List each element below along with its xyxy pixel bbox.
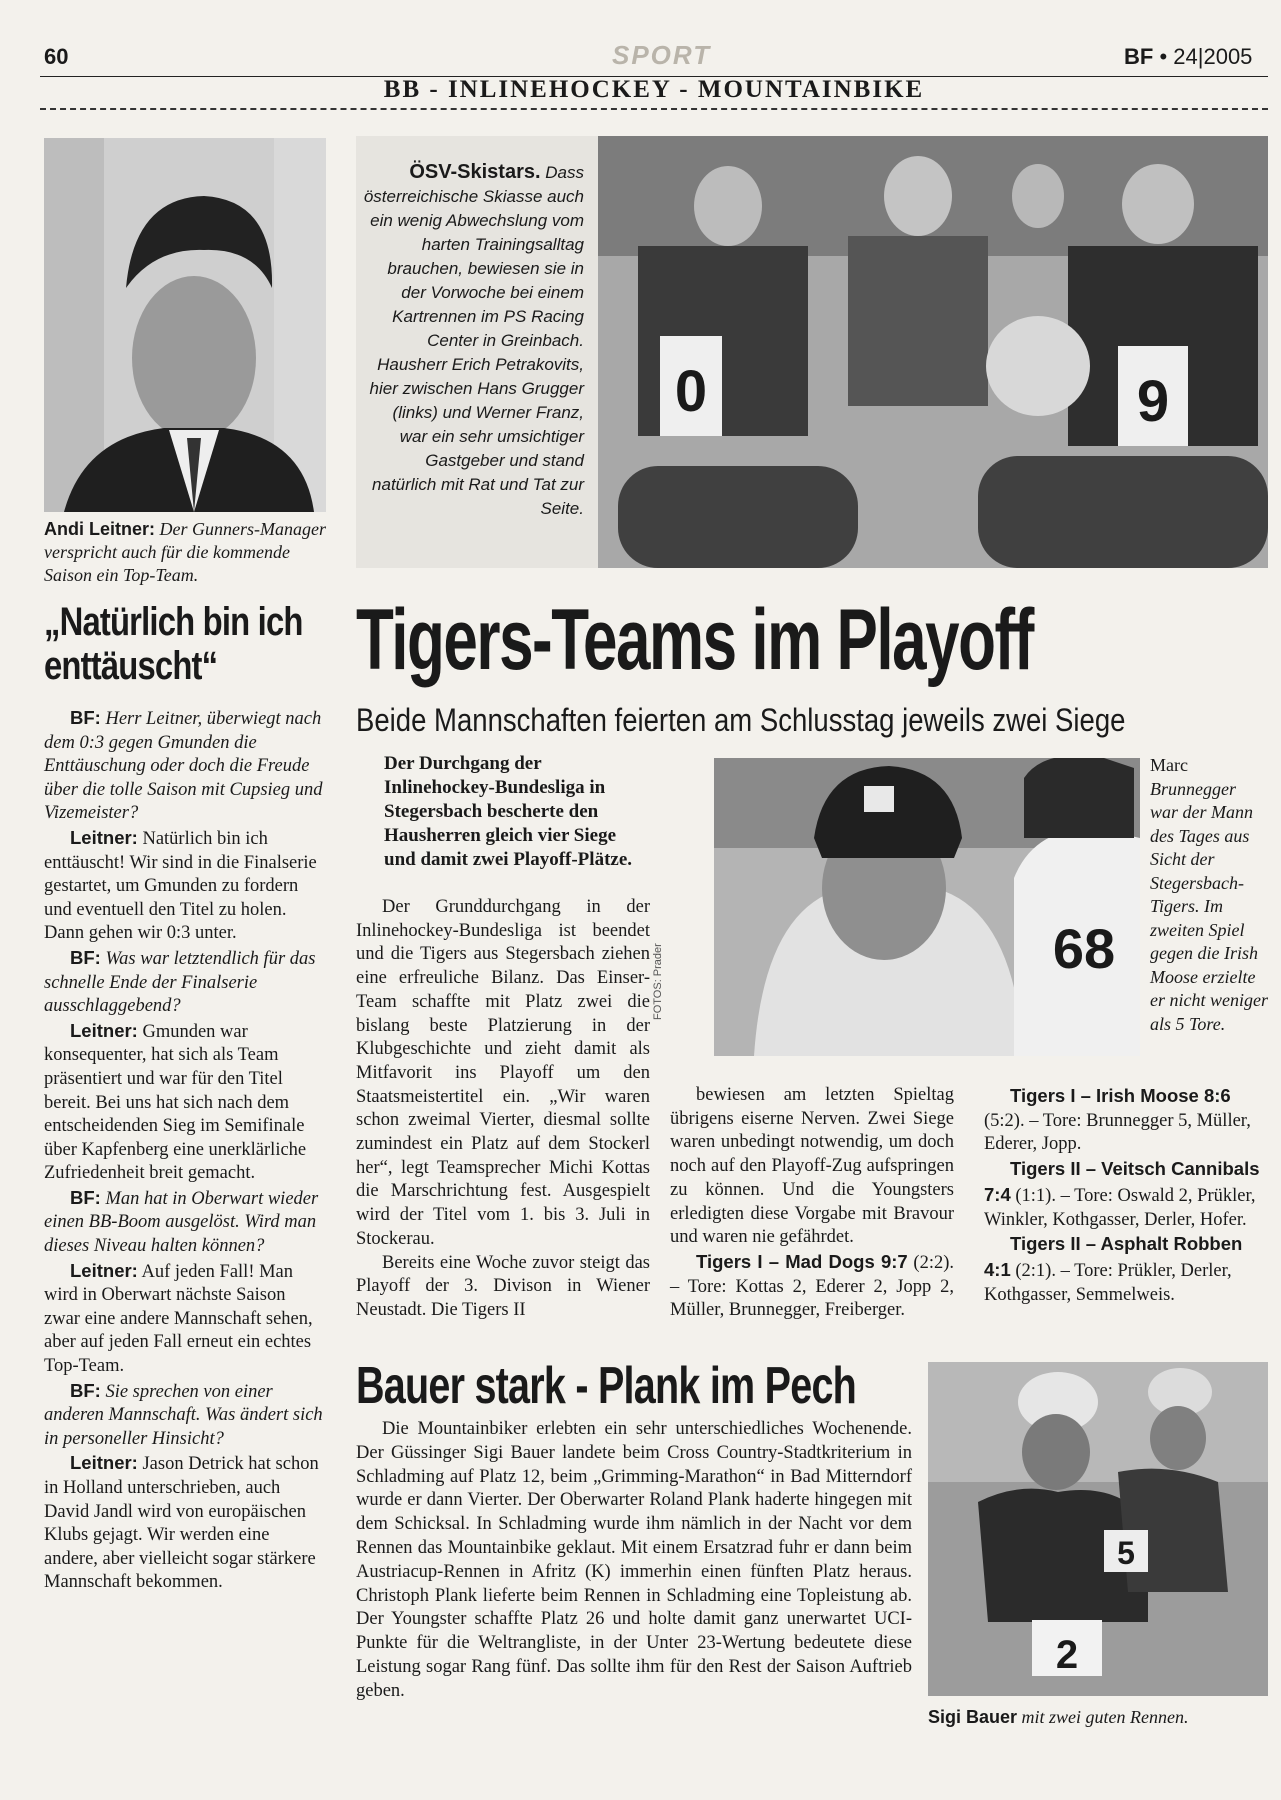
interview-headline: „Natürlich bin ich enttäuscht“ — [44, 600, 303, 688]
interview-speaker: BF: — [70, 946, 101, 968]
interview-answer — [44, 1259, 326, 1379]
dashed-divider — [40, 108, 1268, 110]
bauer-story-body — [356, 1418, 912, 1704]
issue-number: 24|2005 — [1173, 44, 1253, 69]
column-2-paragraph: bewiesen am letzten Spieltag übrigens eiserne Nerven. Zwei Siege waren unbedingt notwendig, um doch noch auf den Playoff-Zug aufspringen zu können. Und die Youngsters erledigten diese Vorgabe mit Bravour und waren nie gefährdet. — [670, 1085, 954, 1248]
race-plate-5: 5 — [1117, 1535, 1135, 1571]
leitner-caption-name: Andi Leitner: — [44, 519, 155, 539]
interview-question — [44, 706, 326, 826]
interview-answer — [44, 826, 326, 946]
main-subheadline: Beide Mannschaften feierten am Schlusstag jeweils zwei Siege — [356, 702, 1126, 738]
masthead — [1124, 44, 1252, 70]
leitner-photo-caption — [44, 518, 326, 587]
main-story-column-2 — [670, 1084, 954, 1323]
oesv-caption-title: ÖSV-Skistars. — [409, 161, 541, 183]
interview-question — [44, 1379, 326, 1452]
column-1-paragraph-2: Bereits eine Woche zuvor steigt das Playoff der 3. Divison in Wiener Neustadt. Die Tigers II — [356, 1252, 650, 1320]
interview-speaker: BF: — [70, 707, 101, 728]
result-details: (2:1). – Tore: Prükler, Derler, Kothgasser, Semmelweis. — [984, 1260, 1232, 1305]
main-story-column-3 — [984, 1084, 1268, 1307]
interview-speaker: Leitner: — [70, 1452, 138, 1474]
interview-answer — [44, 1451, 326, 1595]
kart-number-0: 0 — [674, 359, 708, 424]
mountainbike-photo — [928, 1362, 1268, 1696]
result-details: (1:1). – Tore: Oswald 2, Prükler, Winkler, Kothgasser, Derler, Hofer. — [984, 1185, 1256, 1230]
bauer-headline: Bauer stark - Plank im Pech — [356, 1357, 857, 1415]
leitner-portrait-photo — [44, 138, 326, 512]
result-teams: Tigers I – Irish Moose 8:6 — [1010, 1085, 1231, 1106]
marc-caption-text: Brunnegger war der Mann des Tages aus Sicht der Stegersbach-Tigers. Im zweiten Spiel gegen die Irish Moose erzielte er nicht weniger als 5 Tore. — [1150, 778, 1268, 1034]
main-story-column-1 — [356, 896, 650, 1323]
section-name: SPORT — [612, 40, 712, 70]
result-item — [984, 1157, 1268, 1232]
interview-speaker: BF: — [70, 1379, 101, 1401]
oesv-caption-text: Dass österreichische Skiasse auch ein wenig Abwechslung vom harten Trainingsalltag brauchen, bewiesen sie in der Vorwoche bei einem Kartrennen im PS Racing Center in Greinbach. Hausherr Erich Petrakovits, hier zwischen Hans Grugger (links) und Werner Franz, war ein sehr umsichtiger Gastgeber und stand natürlich mit Rat und Tat zur Seite. — [363, 163, 584, 518]
bauer-caption-name: Sigi Bauer — [928, 1707, 1018, 1727]
page-number: 60 — [44, 44, 69, 69]
main-headline: Tigers-Teams im Playoff — [356, 592, 1033, 688]
result-teams: Tigers I – Mad Dogs 9:7 — [696, 1250, 908, 1272]
interview-body — [44, 706, 326, 1595]
column-1-paragraph-1: Der Grunddurchgang in der Inlinehockey-Bundesliga ist beendet und die Tigers aus Stegersbach ziehen eine erfreuliche Bilanz. Das Einser-Team schaffte mit Platz zwei die bislang beste Platzierung in der Klubgeschichte und zieht damit als Mitfavorit ins Playoff um den Staatsmeistertitel ein. „Wir waren schon zweimal Vierter, diesmal sollte zumindest ein Platz auf dem Stockerl her“, legt Teamsprecher Michi Kottas die Marschrichtung fest. Ausgespielt wird der Titel vom 1. bis 3. Juli in Stockerau. — [356, 897, 650, 1249]
photo-credit: FOTOS: Prader — [652, 943, 664, 1020]
result-teams: Tigers II – Veitsch Cannibals 7:4 — [984, 1158, 1260, 1205]
bauer-story-paragraph: Die Mountainbiker erlebten ein sehr unterschiedliches Wochenende. Der Güssinger Sigi Bauer landete beim Cross Country-Stadtkriterium in Schladming auf Platz 12, beim „Grimming-Marathon“ in Bad Mitterndorf wurde er dann Vierter. Der Oberwarter Roland Plank haderte hingegen mit dem Schicksal. In Schladming wurde ihm nämlich in der Nacht vor dem Rennen das Mountainbike geklaut. Mit einem Ersatzrad fuhr er dann beim Austriacup-Rennen in Afritz (K) immerhin einen fünften Platz heraus. Christoph Plank lieferte beim Rennen in Schladming eine Topleistung ab. Der Youngster schaffte Platz 26 und holte damit ganz unerwartet UCI-Punkte für die Weltrangliste, in der Unter 23-Wertung bedeutete diese Leistung sogar Rang fünf. Das sollte ihm für den Rest der Saison Auftrieb geben. — [356, 1419, 912, 1701]
sigi-bauer-caption — [928, 1706, 1268, 1729]
interview-speaker: Leitner: — [70, 1259, 138, 1281]
leitner-caption-text: Der Gunners-Manager verspricht auch für die kommende Saison ein Top-Team. — [44, 519, 326, 585]
interview-text: Sie sprechen von einer anderen Mannschaft. Was ändert sich in personeller Hinsicht? — [44, 1381, 323, 1449]
interview-speaker: Leitner: — [70, 826, 138, 848]
interview-speaker: BF: — [70, 1186, 101, 1208]
section-topics: BB - INLINEHOCKEY - MOUNTAINBIKE — [383, 76, 925, 103]
inlinehockey-photo — [714, 758, 1140, 1056]
kart-racing-photo — [598, 136, 1268, 568]
kart-number-9: 9 — [1136, 369, 1170, 434]
bauer-caption-text: mit zwei guten Rennen. — [1021, 1707, 1189, 1727]
result-item — [984, 1232, 1268, 1307]
marc-brunnegger-caption — [1150, 754, 1268, 1036]
main-lead-paragraph: Der Durchgang der Inlinehockey-Bundesliga in Stegersbach bescherte den Hausherren gleich vier Siege und damit zwei Playoff-Plätze. — [384, 753, 633, 870]
result-item — [984, 1084, 1268, 1157]
interview-text: Herr Leitner, überwiegt nach dem 0:3 gegen Gmunden die Enttäuschung oder doch die Freude über die tolle Saison mit Cupsieg und Vizemeister? — [44, 709, 323, 824]
race-plate-2: 2 — [1055, 1633, 1079, 1677]
interview-answer — [44, 1019, 326, 1186]
oesv-caption — [362, 160, 584, 521]
interview-text: Was war letztendlich für das schnelle Ende der Finalserie ausschlaggebend? — [44, 948, 316, 1017]
result-details: (2:2). – Tore: Kottas 2, Ederer 2, Jopp 2, Müller, Brunnegger, Freiberger. — [670, 1252, 954, 1321]
interview-text: Gmunden war konsequenter, hat sich als Team präsentiert und war für den Titel bereit. Bei uns hat sich nach dem entscheidenden Sieg im Semifinale über Kapfenberg eine unerklärliche Zufriedenheit breit gemacht. — [44, 1021, 307, 1184]
result-item — [670, 1250, 954, 1323]
publication-name: BF — [1124, 44, 1154, 69]
bullet-separator: • — [1159, 44, 1168, 69]
interview-question — [44, 1186, 326, 1259]
interview-question — [44, 946, 326, 1019]
interview-text: Jason Detrick hat schon in Holland unterschrieben, auch David Jandl wird von europäischen Klubs gejagt. Wir werden eine andere, aber vielleicht sogar stärkere Mannschaft bekommen. — [44, 1454, 319, 1593]
interview-speaker: Leitner: — [70, 1019, 138, 1041]
interview-text: Auf jeden Fall! Man wird in Oberwart nächste Saison zwar eine andere Mannschaft sehen, aber auf jeden Fall erneut ein echtes Top-Team. — [44, 1261, 313, 1377]
result-details: (5:2). – Tore: Brunnegger 5, Müller, Ederer, Jopp. — [984, 1110, 1251, 1155]
interview-text: Natürlich bin ich enttäuscht! Wir sind in die Finalserie gestartet, um Gmunden zu fordern und eventuell den Titel zu holen. Dann gehen wir 0:3 unter. — [44, 828, 317, 944]
result-teams: Tigers II – Asphalt Robben 4:1 — [984, 1233, 1243, 1280]
jersey-number: 68 — [1052, 917, 1116, 980]
interview-text: Man hat in Oberwart wieder einen BB-Boom ausgelöst. Wird man dieses Niveau halten können? — [44, 1188, 319, 1257]
marc-caption-name: Marc — [1150, 755, 1188, 775]
